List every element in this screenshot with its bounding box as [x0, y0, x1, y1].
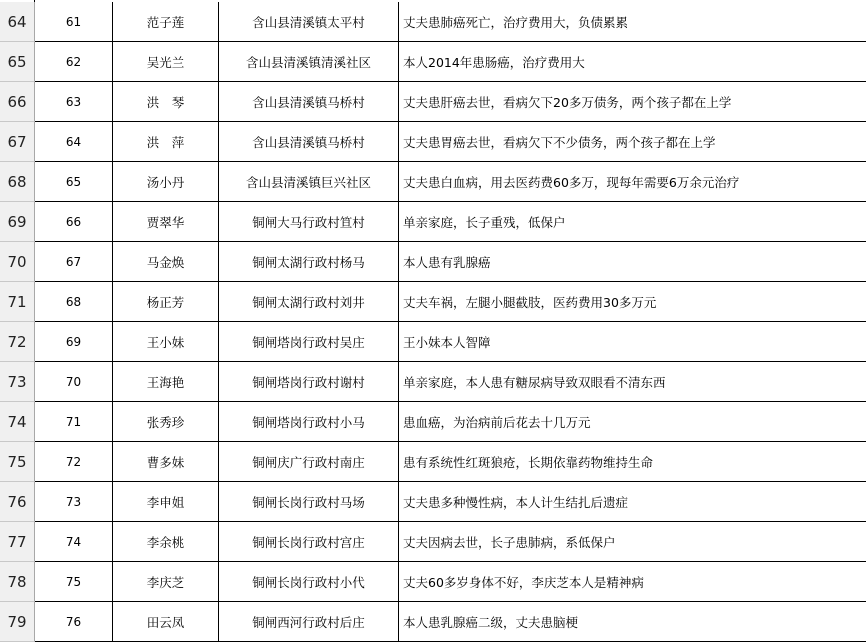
index-cell[interactable]: 69	[35, 322, 113, 362]
name-cell[interactable]: 范子莲	[113, 2, 219, 42]
address-cell[interactable]: 铜闸塔岗行政村吴庄	[219, 322, 399, 362]
row-header[interactable]: 74	[0, 402, 35, 442]
index-cell[interactable]: 70	[35, 362, 113, 402]
description-cell[interactable]: 丈夫车祸，左腿小腿截肢，医药费用30多万元	[399, 282, 866, 322]
name-cell[interactable]: 王海艳	[113, 362, 219, 402]
row-header[interactable]: 64	[0, 2, 35, 42]
table-row	[0, 402, 866, 442]
description-cell[interactable]: 丈夫患白血病，用去医药费60多万，现每年需要6万余元治疗	[399, 162, 866, 202]
address-cell[interactable]: 含山县清溪镇马桥村	[219, 82, 399, 122]
row-header[interactable]: 67	[0, 122, 35, 162]
description-cell[interactable]: 患有系统性红斑狼疮，长期依靠药物维持生命	[399, 442, 866, 482]
table-row	[0, 442, 866, 482]
description-cell[interactable]: 本人2014年患肠癌，治疗费用大	[399, 42, 866, 82]
row-header[interactable]: 65	[0, 42, 35, 82]
address-cell[interactable]: 铜闸庆广行政村南庄	[219, 442, 399, 482]
description-cell[interactable]: 本人患有乳腺癌	[399, 242, 866, 282]
name-cell[interactable]: 洪 萍	[113, 122, 219, 162]
row-header[interactable]: 77	[0, 522, 35, 562]
row-header[interactable]: 75	[0, 442, 35, 482]
name-cell[interactable]: 杨正芳	[113, 282, 219, 322]
address-cell[interactable]: 含山县清溪镇清溪社区	[219, 42, 399, 82]
name-cell[interactable]: 马金焕	[113, 242, 219, 282]
index-cell[interactable]: 66	[35, 202, 113, 242]
name-cell[interactable]: 曹多妹	[113, 442, 219, 482]
table-row	[0, 322, 866, 362]
address-cell[interactable]: 铜闸太湖行政村杨马	[219, 242, 399, 282]
index-cell[interactable]: 67	[35, 242, 113, 282]
index-cell[interactable]: 76	[35, 602, 113, 642]
address-cell[interactable]: 含山县清溪镇太平村	[219, 2, 399, 42]
description-cell[interactable]: 单亲家庭，长子重残，低保户	[399, 202, 866, 242]
name-cell[interactable]: 张秀珍	[113, 402, 219, 442]
name-cell[interactable]: 吴光兰	[113, 42, 219, 82]
description-cell[interactable]: 丈夫患多种慢性病，本人计生结扎后遗症	[399, 482, 866, 522]
index-cell[interactable]: 64	[35, 122, 113, 162]
address-cell[interactable]: 铜闸大马行政村笪村	[219, 202, 399, 242]
description-cell[interactable]: 本人患乳腺癌二级，丈夫患脑梗	[399, 602, 866, 642]
table-row	[0, 602, 866, 642]
index-cell[interactable]: 75	[35, 562, 113, 602]
address-cell[interactable]: 铜闸长岗行政村小代	[219, 562, 399, 602]
description-cell[interactable]: 患血癌，为治病前后花去十几万元	[399, 402, 866, 442]
table-row	[0, 562, 866, 602]
row-header[interactable]: 66	[0, 82, 35, 122]
index-cell[interactable]: 68	[35, 282, 113, 322]
address-cell[interactable]: 铜闸长岗行政村马场	[219, 482, 399, 522]
description-cell[interactable]: 单亲家庭，本人患有糖尿病导致双眼看不清东西	[399, 362, 866, 402]
name-cell[interactable]: 李余桃	[113, 522, 219, 562]
description-cell[interactable]: 丈夫患胃癌去世，看病欠下不少债务，两个孩子都在上学	[399, 122, 866, 162]
table-row	[0, 482, 866, 522]
index-cell[interactable]: 61	[35, 2, 113, 42]
address-cell[interactable]: 铜闸塔岗行政村谢村	[219, 362, 399, 402]
index-cell[interactable]: 72	[35, 442, 113, 482]
index-cell[interactable]: 62	[35, 42, 113, 82]
table-row	[0, 282, 866, 322]
row-header[interactable]: 78	[0, 562, 35, 602]
row-header[interactable]: 72	[0, 322, 35, 362]
address-cell[interactable]: 含山县清溪镇马桥村	[219, 122, 399, 162]
address-cell[interactable]: 铜闸西河行政村后庄	[219, 602, 399, 642]
table-row	[0, 162, 866, 202]
address-cell[interactable]: 铜闸塔岗行政村小马	[219, 402, 399, 442]
table-row	[0, 42, 866, 82]
row-header[interactable]: 79	[0, 602, 35, 642]
table-row	[0, 362, 866, 402]
row-header[interactable]: 68	[0, 162, 35, 202]
table-row	[0, 202, 866, 242]
row-header[interactable]: 70	[0, 242, 35, 282]
row-header[interactable]: 71	[0, 282, 35, 322]
description-cell[interactable]: 丈夫患肝癌去世，看病欠下20多万债务，两个孩子都在上学	[399, 82, 866, 122]
name-cell[interactable]: 汤小丹	[113, 162, 219, 202]
address-cell[interactable]: 铜闸太湖行政村刘井	[219, 282, 399, 322]
index-cell[interactable]: 65	[35, 162, 113, 202]
table-row	[0, 522, 866, 562]
table-row	[0, 2, 866, 42]
name-cell[interactable]: 李庆芝	[113, 562, 219, 602]
description-cell[interactable]: 丈夫因病去世，长子患肺病，系低保户	[399, 522, 866, 562]
name-cell[interactable]: 贾翠华	[113, 202, 219, 242]
address-cell[interactable]: 铜闸长岗行政村宫庄	[219, 522, 399, 562]
name-cell[interactable]: 李申姐	[113, 482, 219, 522]
name-cell[interactable]: 王小妹	[113, 322, 219, 362]
name-cell[interactable]: 田云凤	[113, 602, 219, 642]
description-cell[interactable]: 丈夫60多岁身体不好，李庆芝本人是精神病	[399, 562, 866, 602]
table-row	[0, 122, 866, 162]
table-row	[0, 82, 866, 122]
description-cell[interactable]: 王小妹本人智障	[399, 322, 866, 362]
index-cell[interactable]: 63	[35, 82, 113, 122]
table-row	[0, 242, 866, 282]
address-cell[interactable]: 含山县清溪镇巨兴社区	[219, 162, 399, 202]
name-cell[interactable]: 洪 琴	[113, 82, 219, 122]
row-header[interactable]: 69	[0, 202, 35, 242]
index-cell[interactable]: 71	[35, 402, 113, 442]
description-cell[interactable]: 丈夫患肺癌死亡，治疗费用大，负债累累	[399, 2, 866, 42]
row-header[interactable]: 76	[0, 482, 35, 522]
index-cell[interactable]: 74	[35, 522, 113, 562]
row-header[interactable]: 73	[0, 362, 35, 402]
index-cell[interactable]: 73	[35, 482, 113, 522]
